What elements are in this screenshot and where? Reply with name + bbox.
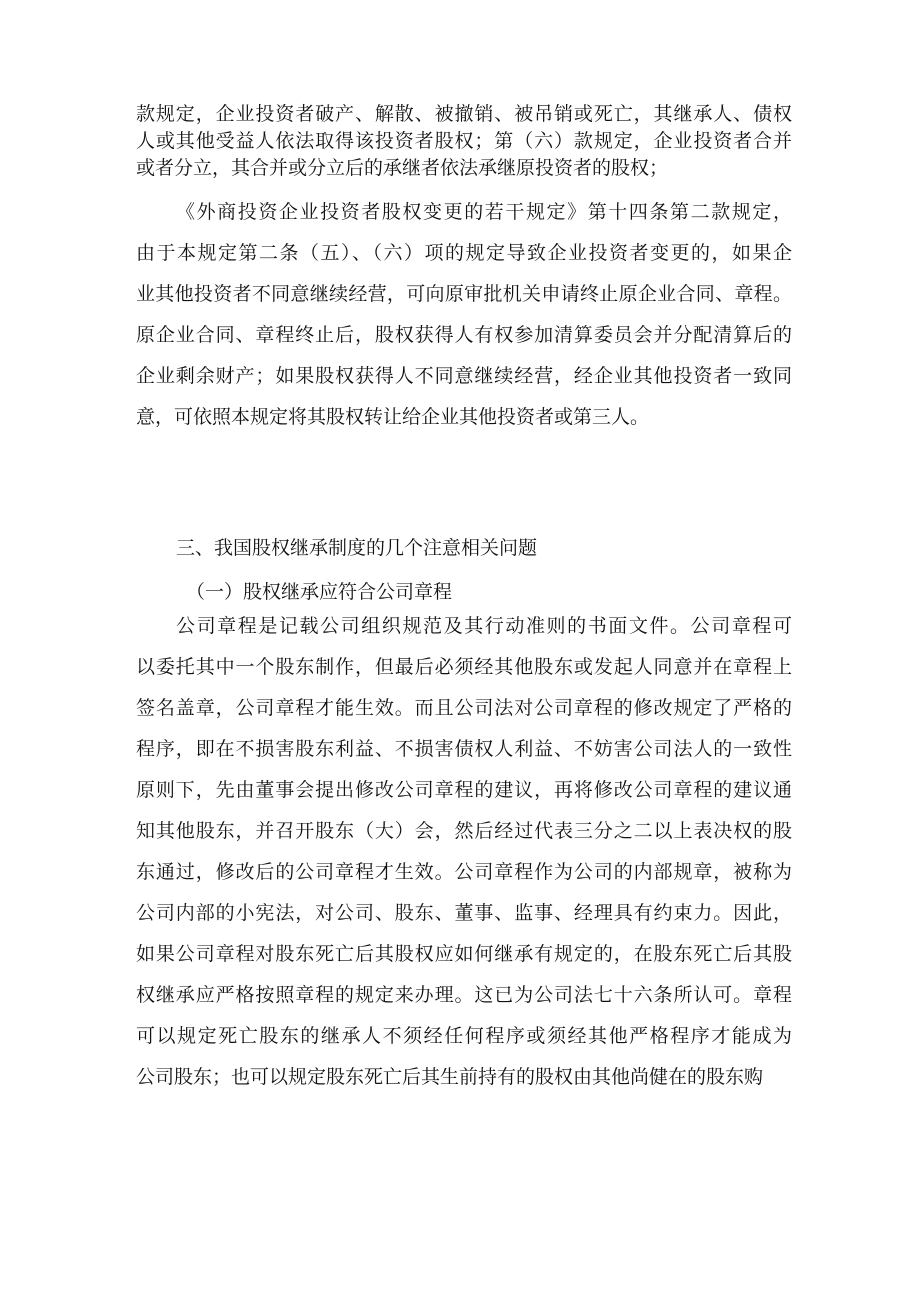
text-line: 企业剩余财产；如果股权获得人不同意继续经营，经企业其他投资者一致同 [136, 365, 792, 387]
text-line: 款规定，企业投资者破产、解散、被撤销、被吊销或死亡，其继承人、债权 [136, 103, 792, 125]
text-line: 以委托其中一个股东制作，但最后必须经其他股东或发起人同意并在章程上 [136, 656, 792, 678]
text-line: 由于本规定第二条（五）、（六）项的规定导致企业投资者变更的，如果企 [136, 242, 792, 264]
text-line: 签名盖章，公司章程才能生效。而且公司法对公司章程的修改规定了严格的 [136, 697, 792, 719]
subsection-heading: （一）股权继承应符合公司章程 [186, 581, 453, 603]
text-line: 人或其他受益人依法取得该投资者股权；第（六）款规定，企业投资者合并 [136, 130, 792, 152]
text-line: 意，可依照本规定将其股权转让给企业其他投资者或第三人。 [136, 406, 650, 428]
text-line: 或者分立，其合并或分立后的承继者依法承继原投资者的股权； [136, 157, 669, 179]
text-line: 原则下，先由董事会提出修改公司章程的建议，再将修改公司章程的建议通 [136, 779, 792, 801]
paragraph-foreign-investment-rule [136, 192, 792, 438]
text-line: 可以规定死亡股东的继承人不须经任何程序或须经其他严格程序才能成为 [136, 1025, 792, 1047]
text-line: 《外商投资企业投资者股权变更的若干规定》第十四条第二款规定， [176, 201, 792, 223]
text-line: 权继承应严格按照章程的规定来办理。这已为公司法七十六条所认可。章程 [136, 984, 792, 1006]
text-line: 知其他股东，并召开股东（大）会，然后经过代表三分之二以上表决权的股 [136, 820, 792, 842]
text-line: 公司章程是记载公司组织规范及其行动准则的书面文件。公司章程可 [176, 615, 792, 637]
text-line: 如果公司章程对股东死亡后其股权应如何继承有规定的，在股东死亡后其股 [136, 943, 792, 965]
text-line: 公司内部的小宪法，对公司、股东、董事、监事、经理具有约束力。因此， [136, 902, 792, 924]
text-line: 原企业合同、章程终止后，股权获得人有权参加清算委员会并分配清算后的 [136, 324, 792, 346]
paragraph-continued [136, 101, 792, 182]
section-heading: 三、我国股权继承制度的几个注意相关问题 [176, 537, 538, 559]
paragraph-articles-of-association [136, 606, 792, 1098]
text-line: 业其他投资者不同意继续经营，可向原审批机关申请终止原企业合同、章程。 [136, 283, 792, 305]
text-line: 东通过，修改后的公司章程才生效。公司章程作为公司的内部规章，被称为 [136, 861, 792, 883]
text-line: 公司股东；也可以规定股东死亡后其生前持有的股权由其他尚健在的股东购 [136, 1066, 764, 1088]
text-line: 程序，即在不损害股东利益、不损害债权人利益、不妨害公司法人的一致性 [136, 738, 792, 760]
